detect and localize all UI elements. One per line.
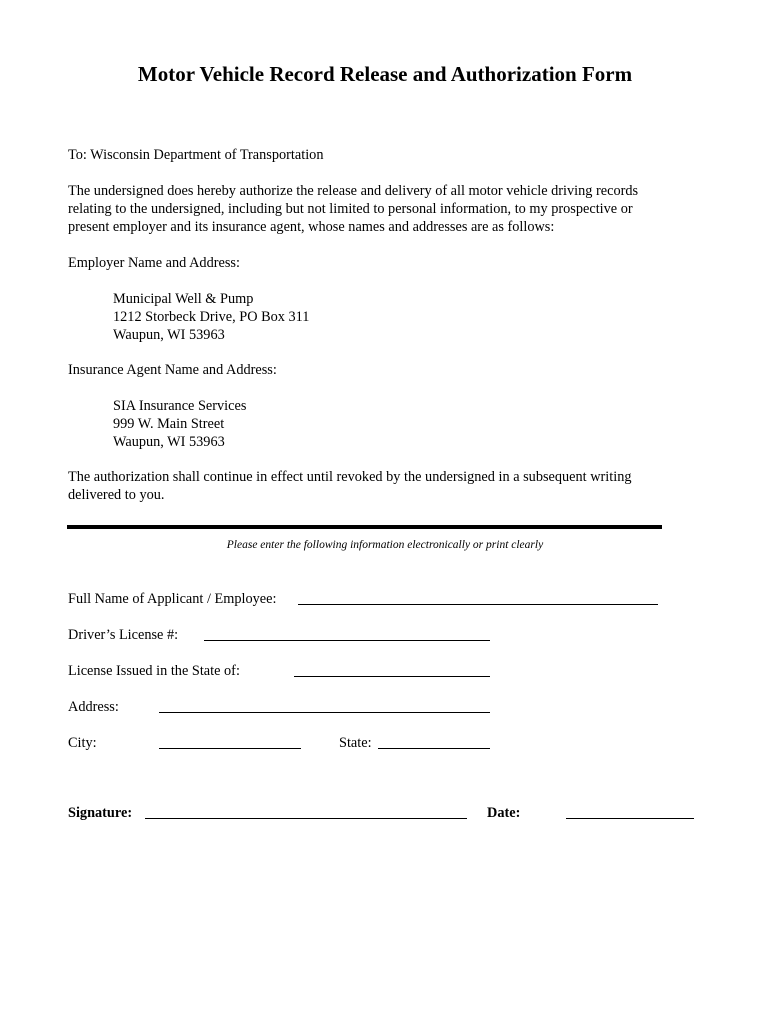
employer-label: Employer Name and Address: — [68, 255, 240, 271]
employer-address-line: Municipal Well & Pump — [113, 291, 254, 307]
insurance-address-line: Waupun, WI 53963 — [113, 434, 225, 450]
section-divider — [67, 525, 662, 529]
state-field[interactable] — [378, 748, 490, 749]
employer-address-line: 1212 Storbeck Drive, PO Box 311 — [113, 309, 310, 325]
full-name-label: Full Name of Applicant / Employee: — [68, 591, 277, 607]
address-field[interactable] — [159, 712, 490, 713]
insurance-address-line: SIA Insurance Services — [113, 398, 247, 414]
insurance-address — [113, 397, 246, 451]
full-name-field[interactable] — [298, 604, 658, 605]
drivers-license-field[interactable] — [204, 640, 490, 641]
signature-label: Signature: — [68, 805, 133, 821]
insurance-address-line: 999 W. Main Street — [113, 416, 225, 432]
to-line: To: Wisconsin Department of Transportation — [68, 147, 324, 163]
address-label: Address: — [68, 699, 119, 715]
continuation-line: delivered to you. — [68, 487, 165, 503]
continuation-line: The authorization shall continue in effect until revoked by the undersigned in a subsequent writing — [68, 469, 632, 485]
employer-address — [113, 290, 309, 344]
city-label: City: — [68, 735, 97, 751]
authorization-paragraph — [68, 182, 688, 236]
instruction-note: Please enter the following information electronically or print clearly — [226, 539, 544, 551]
date-label: Date: — [487, 805, 521, 821]
city-field[interactable] — [159, 748, 301, 749]
authorization-line: relating to the undersigned, including but not limited to personal information, to my prospective or — [68, 201, 633, 217]
authorization-line: present employer and its insurance agent, whose names and addresses are as follows: — [68, 219, 555, 235]
date-field[interactable] — [566, 818, 694, 819]
license-state-label: License Issued in the State of: — [68, 663, 240, 679]
continuation-paragraph — [68, 468, 688, 504]
employer-address-line: Waupun, WI 53963 — [113, 327, 225, 343]
state-label: State: — [339, 735, 372, 751]
license-state-field[interactable] — [294, 676, 490, 677]
page-title: Motor Vehicle Record Release and Authorization Form — [137, 62, 633, 86]
signature-field[interactable] — [145, 818, 467, 819]
insurance-label: Insurance Agent Name and Address: — [68, 362, 277, 378]
drivers-license-label: Driver’s License #: — [68, 627, 179, 643]
authorization-line: The undersigned does hereby authorize the release and delivery of all motor vehicle driving records — [68, 183, 639, 199]
